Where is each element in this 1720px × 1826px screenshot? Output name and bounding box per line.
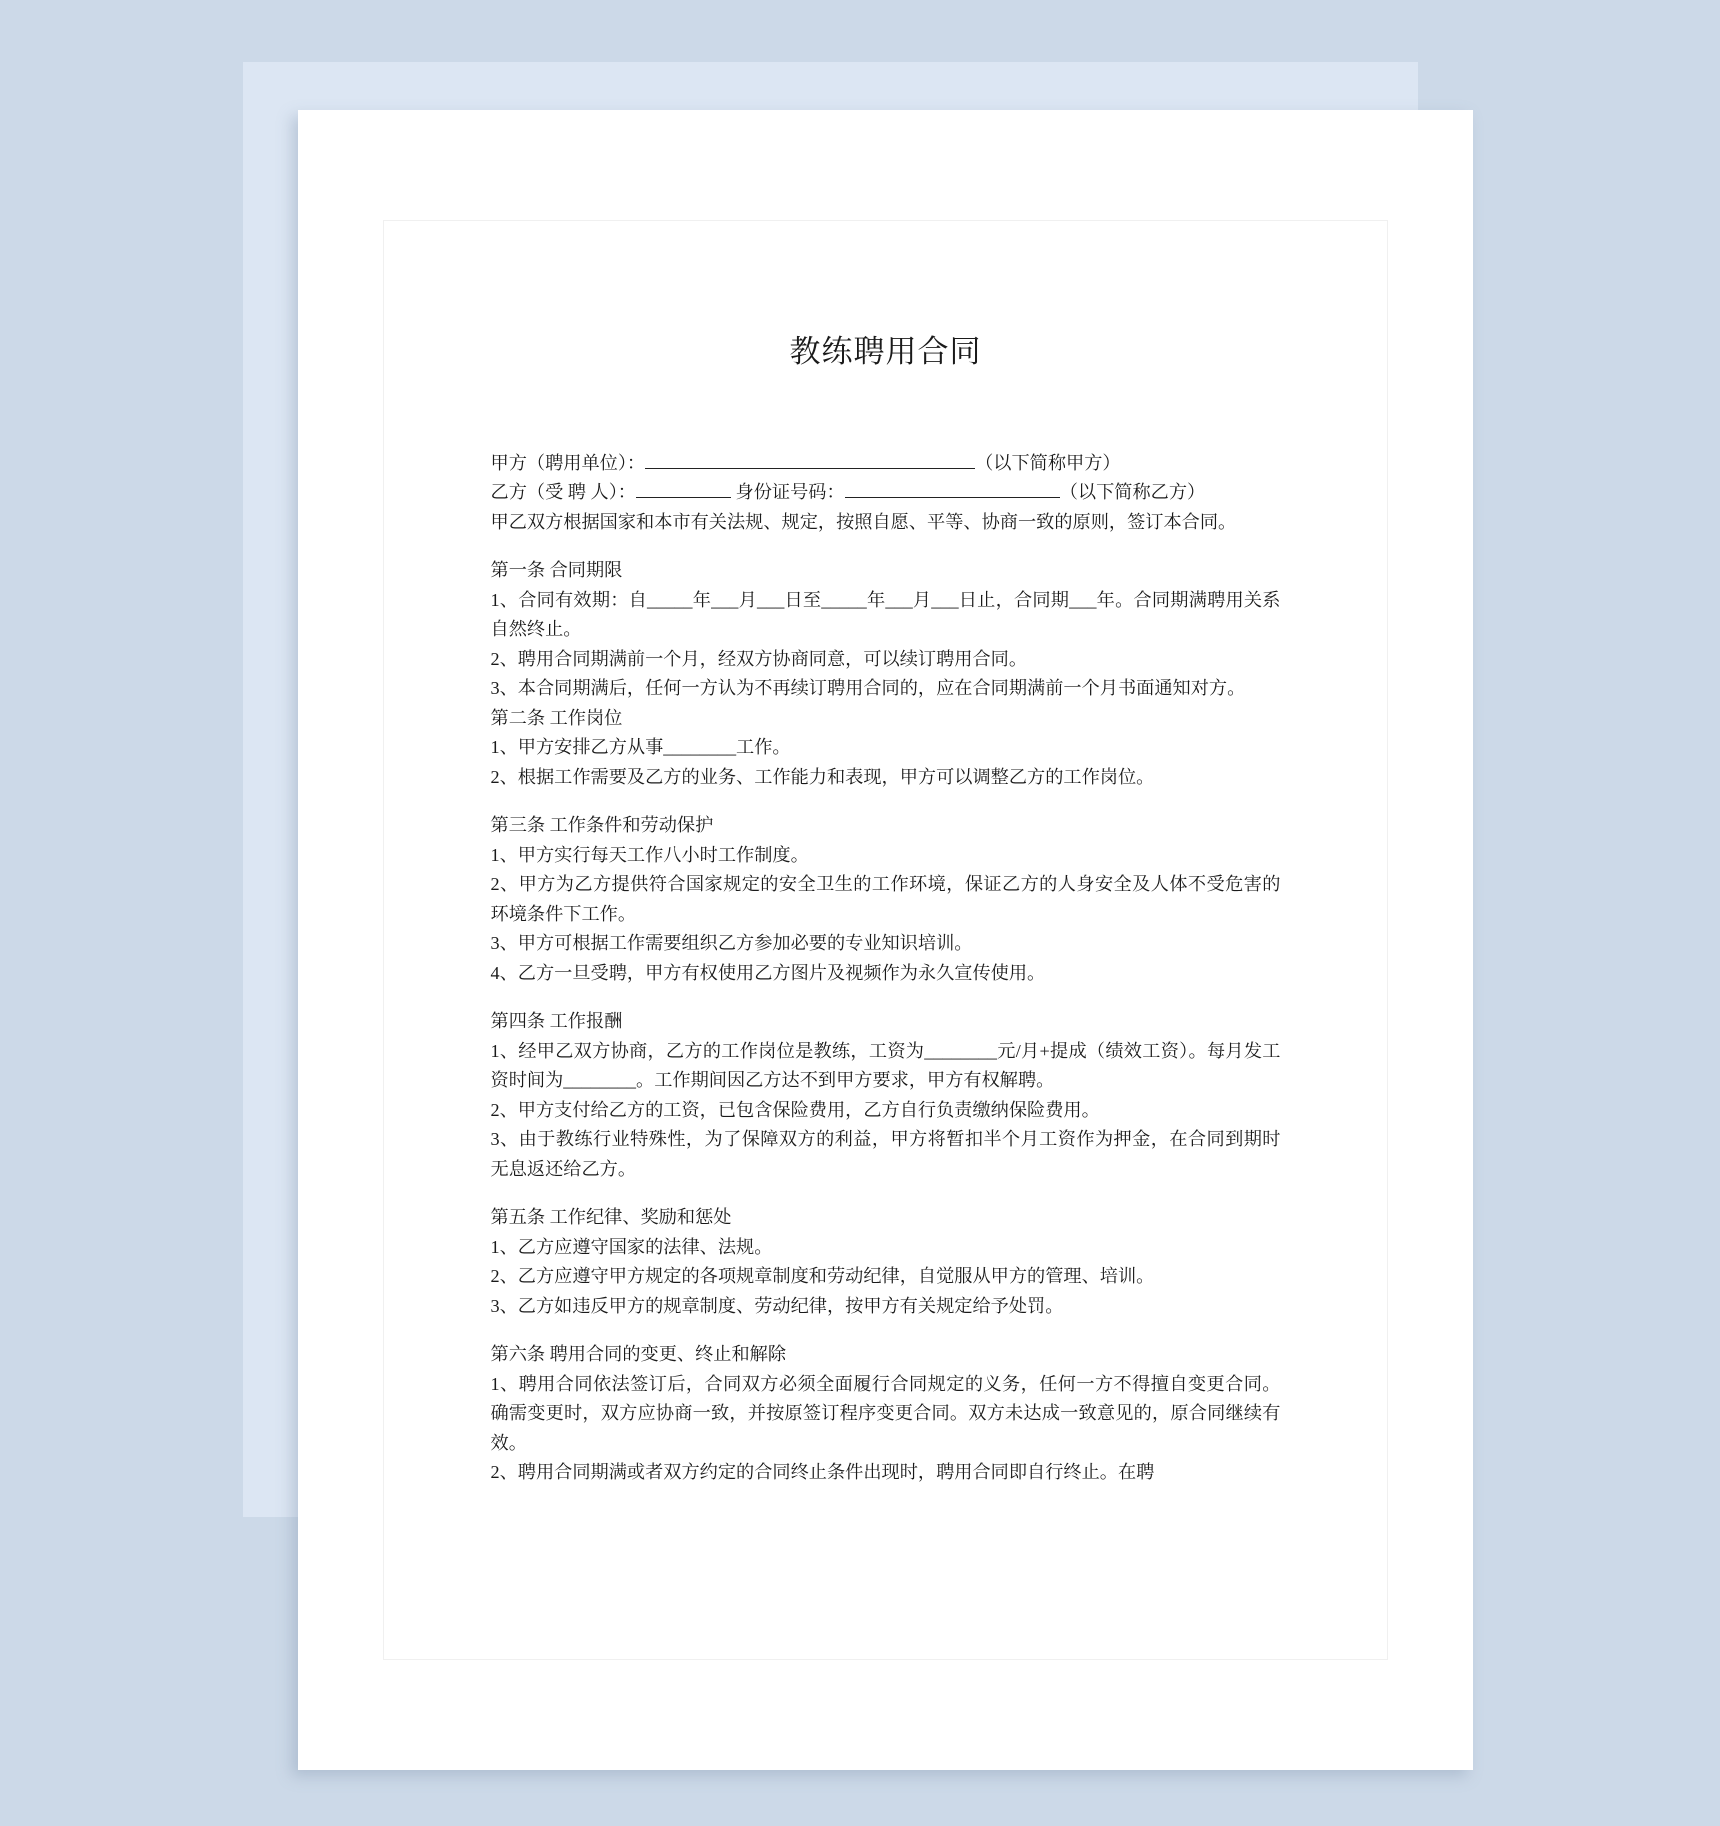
section-1-item-1: 1、合同有效期：自_____年___月___日至_____年___月___日止，合同期___年。合同期满聘用关系自然终止。 xyxy=(490,589,1281,640)
section-4-item-3: 3、由于教练行业特殊性，为了保障双方的利益，甲方将暂扣半个月工资作为押金，在合同到期时无息返还给乙方。 xyxy=(490,1129,1281,1179)
document-body xyxy=(491,371,1281,1488)
section-4-item-1: 1、经甲乙双方协商，乙方的工作岗位是教练，工资为________元/月+提成（绩效工资）。每月发工资时间为________。工作期间因乙方达不到甲方要求，甲方有权解聘。 xyxy=(490,1040,1281,1091)
section-6-item-1: 1、聘用合同依法签订后，合同双方必须全面履行合同规定的义务，任何一方不得擅自变更合同。确需变更时，双方应协商一致，并按原签订程序变更合同。双方未达成一致意见的，原合同继续有效。 xyxy=(490,1373,1281,1453)
page-content-frame xyxy=(383,220,1388,1660)
page-title: 教练聘用合同 xyxy=(789,334,982,370)
spacer xyxy=(491,1184,1281,1203)
preamble: 甲乙双方根据国家和本市有关法规、规定，按照自愿、平等、协商一致的原则，签订本合同。 xyxy=(490,511,1237,532)
spacer xyxy=(491,1321,1281,1340)
section-3-item-4: 4、乙方一旦受聘，甲方有权使用乙方图片及视频作为永久宣传使用。 xyxy=(490,962,1046,983)
party-b-label: 乙方（受 聘 人）： xyxy=(490,482,636,503)
spacer xyxy=(491,537,1281,556)
section-4-item-2: 2、甲方支付给乙方的工资，已包含保险费用，乙方自行负责缴纳保险费用。 xyxy=(490,1099,1100,1120)
section-heading-2: 第二条 工作岗位 xyxy=(490,707,623,728)
section-5-item-1: 1、乙方应遵守国家的法律、法规。 xyxy=(490,1236,773,1257)
section-3-item-1: 1、甲方实行每天工作八小时工作制度。 xyxy=(490,844,809,865)
section-5-item-3: 3、乙方如违反甲方的规章制度、劳动纪律，按甲方有关规定给予处罚。 xyxy=(490,1295,1064,1316)
party-b-id-blank xyxy=(845,482,1060,498)
party-b-name-blank xyxy=(636,482,731,498)
spacer xyxy=(491,792,1281,811)
section-1-item-2: 2、聘用合同期满前一个月，经双方协商同意，可以续订聘用合同。 xyxy=(490,648,1028,669)
section-6-item-2: 2、聘用合同期满或者双方约定的合同终止条件出现时，聘用合同即自行终止。在聘 xyxy=(490,1462,1155,1483)
section-3-item-3: 3、甲方可根据工作需要组织乙方参加必要的专业知识培训。 xyxy=(490,933,973,954)
section-heading-1: 第一条 合同期限 xyxy=(490,560,623,581)
party-a-label: 甲方（聘用单位）： xyxy=(490,453,646,473)
section-3-item-2: 2、甲方为乙方提供符合国家规定的安全卫生的工作环境，保证乙方的人身安全及人体不受危害的环境条件下工作。 xyxy=(490,874,1281,924)
section-5-item-2: 2、乙方应遵守甲方规定的各项规章制度和劳动纪律，自觉服从甲方的管理、培训。 xyxy=(490,1266,1155,1287)
party-a-suffix: （以下简称甲方） xyxy=(975,453,1121,473)
section-heading-3: 第三条 工作条件和劳动保护 xyxy=(490,815,714,836)
party-a-blank xyxy=(645,453,975,469)
section-heading-5: 第五条 工作纪律、奖励和惩处 xyxy=(490,1207,732,1228)
party-a-line xyxy=(491,449,1281,478)
party-b-suffix: （以下简称乙方） xyxy=(1059,482,1206,503)
section-2-item-2: 2、根据工作需要及乙方的业务、工作能力和表现，甲方可以调整乙方的工作岗位。 xyxy=(490,766,1155,787)
section-heading-4: 第四条 工作报酬 xyxy=(490,1011,623,1032)
section-2-item-1: 1、甲方安排乙方从事________工作。 xyxy=(490,737,791,758)
party-b-line xyxy=(491,478,1281,507)
party-b-id-label: 身份证号码： xyxy=(735,482,845,503)
spacer xyxy=(491,988,1281,1007)
section-heading-6: 第六条 聘用合同的变更、终止和解除 xyxy=(490,1344,787,1365)
document-page xyxy=(298,110,1473,1770)
section-1-item-3: 3、本合同期满后，任何一方认为不再续订聘用合同的，应在合同期满前一个月书面通知对方。 xyxy=(490,678,1246,699)
